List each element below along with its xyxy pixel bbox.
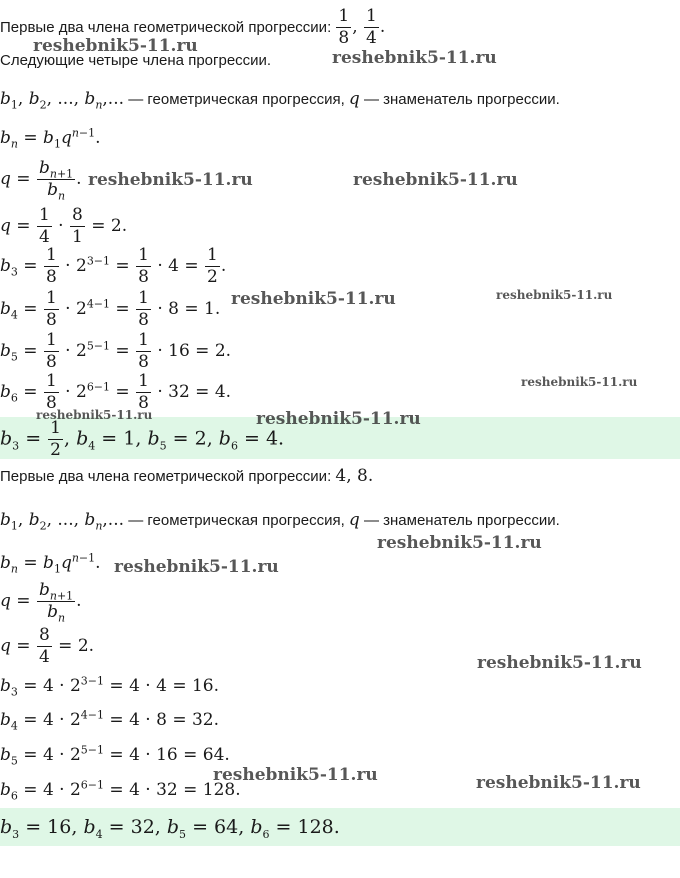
first-terms-2: 4, 8.	[335, 466, 374, 486]
answer-line-2: $b_3 = 16$, $b_4 = 32$, $b_5 = 64$, $b_6 = 128$.	[0, 816, 340, 841]
first-terms-1: $\frac{1}{8}$ , $\frac{1}{4}$ .	[338, 6, 386, 48]
b6-line-1: $b_6$ = $\frac{1}{8}$ · $2^{6-1}$ = $\frac{1}{8}$ · 32 = 4.	[0, 371, 232, 413]
b5-line-2: $b_5 = 4 \cdot 2^{5-1} = 4 \cdot 16 = 64$.	[0, 743, 230, 768]
watermark: reshebnik5-11.ru	[114, 557, 279, 577]
q-calc-2: q = $\frac{8}{4}$ = 2.	[0, 625, 95, 667]
q-calc-1: q = $\frac{1}{4}$ · $\frac{8}{1}$ = 2.	[0, 205, 128, 247]
watermark: reshebnik5-11.ru	[496, 288, 613, 302]
watermark: reshebnik5-11.ru	[377, 533, 542, 553]
b5-line-1: $b_5$ = $\frac{1}{8}$ · $2^{5-1}$ = $\frac{1}{8}$ · 16 = 2.	[0, 330, 232, 372]
watermark: reshebnik5-11.ru	[477, 653, 642, 673]
definition-line-1: $b_1$, $b_2$, ..., $b_n$,... — геометрическая прогрессия, q — знаменатель прогрессии.	[0, 89, 560, 112]
watermark: reshebnik5-11.ru	[353, 170, 518, 190]
answer-line-1: $b_3$ = $\frac{1}{2}$ , $b_4 = 1$, $b_5 = 2$, $b_6 = 4$.	[0, 418, 285, 460]
watermark: reshebnik5-11.ru	[521, 375, 638, 389]
intro-line-2	[0, 466, 373, 486]
b4-line-2: $b_4 = 4 \cdot 2^{4-1} = 4 \cdot 8 = 32$.	[0, 708, 219, 733]
formula-q-2: q = $\frac{b_{n+1}}{b_n}$ .	[0, 580, 82, 625]
watermark: reshebnik5-11.ru	[213, 765, 378, 785]
watermark: reshebnik5-11.ru	[476, 773, 641, 793]
next-terms-line: Следующие четыре члена прогрессии.	[0, 52, 272, 69]
b6-line-2: $b_6 = 4 \cdot 2^{6-1} = 4 \cdot 32 = 128$.	[0, 778, 241, 803]
b3-line-1: $b_3$ = $\frac{1}{8}$ · $2^{3-1}$ = $\frac{1}{8}$ · 4 = $\frac{1}{2}$ .	[0, 245, 227, 287]
watermark: reshebnik5-11.ru	[231, 289, 396, 309]
watermark: reshebnik5-11.ru	[36, 408, 153, 422]
watermark: reshebnik5-11.ru	[332, 48, 497, 68]
intro-text-2: Первые два члена геометрической прогрессии:	[0, 468, 332, 485]
formula-bn-2: $b_n = b_1q^{n-1}$.	[0, 551, 101, 576]
intro-text-1: Первые два члена геометрической прогрессии:	[0, 19, 332, 36]
watermark: reshebnik5-11.ru	[256, 409, 421, 429]
watermark: reshebnik5-11.ru	[88, 170, 253, 190]
definition-line-2: $b_1$, $b_2$, ..., $b_n$,... — геометрическая прогрессия, q — знаменатель прогрессии.	[0, 510, 560, 533]
watermark: reshebnik5-11.ru	[33, 36, 198, 56]
formula-q-1: q = $\frac{b_{n+1}}{b_n}$ .	[0, 158, 82, 203]
formula-bn-1: $b_n = b_1q^{n-1}$.	[0, 126, 101, 151]
b4-line-1: $b_4$ = $\frac{1}{8}$ · $2^{4-1}$ = $\frac{1}{8}$ · 8 = 1.	[0, 288, 221, 330]
b3-line-2: $b_3 = 4 \cdot 2^{3-1} = 4 \cdot 4 = 16$.	[0, 674, 219, 699]
